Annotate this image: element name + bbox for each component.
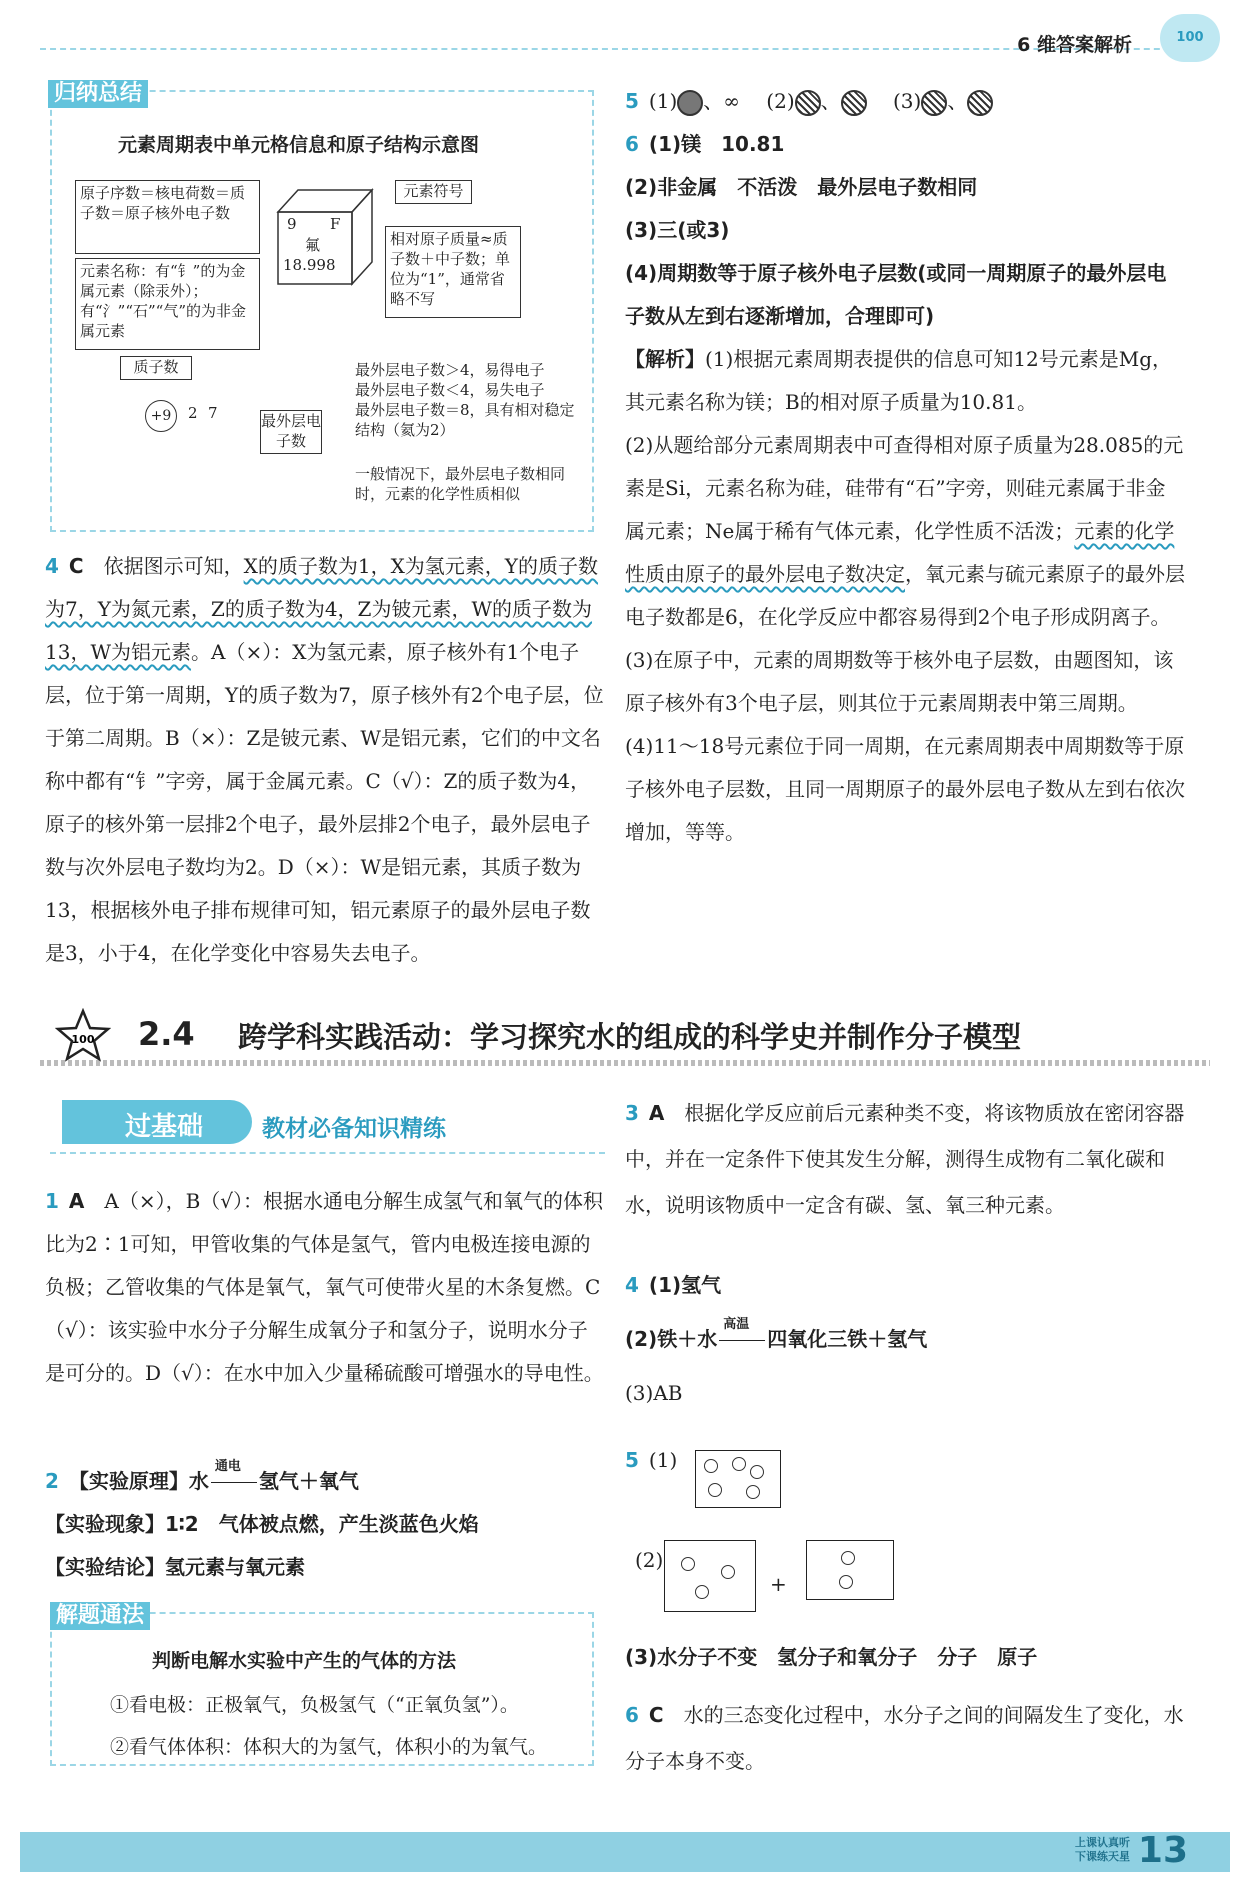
right-question-3 [625, 1090, 1185, 1228]
molecule-dot [746, 1485, 760, 1499]
r-q4-part2-right: 四氧化三铁＋氢气 [767, 1327, 928, 1351]
analysis-4: (4)11～18号元素位于同一周期，在元素周期表中周期数等于原子核外电子层数，且同一周期原子的最外层电子数从左到右依次增加，等等。 [625, 734, 1185, 844]
star-badge-text: 100 [71, 1033, 95, 1046]
r-q3-text: 根据化学反应前后元素种类不变，将该物质放在密闭容器中，并在一定条件下使其发生分解，测得生成物有二氧化碳和水，说明该物质中一定含有碳、氢、氧三种元素。 [625, 1101, 1185, 1217]
phenomenon-label: 【实验现象】 [45, 1512, 165, 1536]
atom-hatched-icon [967, 90, 993, 116]
molecule-box-1 [695, 1450, 781, 1508]
basics-tag: 过基础 [125, 1112, 204, 1142]
q4-text-a: 依据图示可知， [103, 554, 244, 578]
atomic-number-note: 原子序数＝核电荷数＝质子数＝原子核外电子数 [75, 180, 260, 254]
footer-band [20, 1832, 1230, 1872]
molecule-dot [704, 1459, 718, 1473]
summary-title: 元素周期表中单元格信息和原子结构示意图 [118, 134, 480, 156]
molecule-box-3 [806, 1540, 894, 1600]
r-q6-answer: C [648, 1703, 664, 1727]
star-badge-icon [55, 1008, 111, 1064]
molecule-dot [841, 1551, 855, 1565]
principle-right: 氢气＋氧气 [258, 1469, 359, 1493]
atom-dark-icon [677, 90, 703, 116]
summary-tag: 归纳总结 [48, 80, 148, 108]
r-q5-line1 [625, 1448, 677, 1472]
analysis-2-wavy: 元素的化学性质由原子的最外层电子数决定 [625, 519, 1175, 586]
q5-number: 5 [625, 89, 639, 113]
general-rule: 一般情况下，最外层电子数相同时，元素的化学性质相似 [355, 465, 566, 503]
cell-name: 氟 [305, 236, 321, 254]
principle-label: 【实验原理】 [68, 1469, 189, 1493]
molecule-dot [721, 1565, 735, 1579]
r-q6-number: 6 [625, 1703, 639, 1727]
method-tag: 解题通法 [50, 1602, 150, 1630]
r-q5-part3: (3)水分子不变 氢分子和氧分子 分子 原子 [625, 1645, 1038, 1669]
b-q1-answer: A [68, 1189, 85, 1213]
r-q5-plus: + [770, 1572, 787, 1596]
section-number: 2.4 [138, 1015, 195, 1053]
r-q5-part1: (1) [648, 1448, 678, 1472]
element-name-note: 元素名称：有“钅”的为金属元素（除汞外）；有“氵”“石”“气”的为非金属元素 [75, 258, 260, 350]
analysis-2a: (2)从题给部分元素周期表中可查得相对原子质量为28.085的元素是Si，元素名称为硅，硅带有“石”字旁，则硅元素属于非金属元素；Ne属于稀有气体元素，化学性质不活泼； [625, 433, 1184, 543]
r-q4-part2-left: (2)铁＋水 [625, 1327, 718, 1351]
r-q4-arrow [719, 1317, 765, 1341]
q6-part2: (2)非金属 不活泼 最外层电子数相同 [625, 175, 978, 199]
b-q1-text: A（×），B（√）：根据水通电分解生成氢气和氧气的体积比为2∶1可知，甲管收集的气体是氢气，管内电极连接电源的负极；乙管收集的气体是氧气，氧气可使带火星的木条复燃。C（√）：该实验中水分子分解生成氧分子和氢分子，说明水分子是可分的。D（√）：在水中加入少量稀硫酸可增强水的导电性。 [45, 1189, 604, 1385]
molecule-dot [750, 1465, 764, 1479]
method-item-2: ②看气体体积：体积大的为氢气，体积小的为氧气。 [110, 1736, 548, 1758]
electron-rules: 最外层电子数＞4，易得电子 最外层电子数＜4，易失电子 最外层电子数＝8，具有相对稳定结构（氦为2） [355, 361, 575, 439]
analysis-label: 【解析】 [625, 347, 705, 371]
footer-slogan-2: 下课练天星 [1075, 1850, 1130, 1863]
analysis-1: (1)根据元素周期表提供的信息可知12号元素是Mg，其元素名称为镁；B的相对原子质量为10.81。 [625, 347, 1173, 414]
phenomenon-text: 1∶2 气体被点燃，产生淡蓝色火焰 [165, 1512, 479, 1536]
right-top-column: 5 (1) 、∞ (2) 、 (3) 、 6 (1)镁 10.81 (2)非金属 不活泼 最外层电子数相同 (3)三(或3) (4)周期数等于原子核外电子层数(或同一周期原子的最外层电子数从左到右逐渐增加，合理即可) 【解析】(1)根据元素周期表提供的信息可知12号元素是Mg，其元素名称为镁；B的相对原子质量为10.81。 (2)从题给部分元素周期表中可查得相对原子质量为28.085的元素是Si，元素名称为硅，硅带有“石”字旁，则硅元素属于非金属元素；Ne属于稀有气体元素，化学性质不活泼；元素的化学性质由原子的最外层电子数决定，氧元素与硫元素原子的最外层电子数都是6，在化学反应中都容易得到2个电子形成阴离子。 (3)在原子中，元素的周期数等于核外电子层数，由题图知，该原子核外有3个电子层，则其位于元素周期表中第三周期。 (4)11～18号元素位于同一周期，在元素周期表中周期数等于原子核外电子层数，且同一周期原子的最外层电子数从左到右依次增加，等等。 [625, 80, 1185, 854]
r-q6-text: 水的三态变化过程中，水分子之间的间隔发生了变化，水分子本身不变。 [625, 1703, 1184, 1773]
cell-number: 9 [287, 215, 297, 233]
q6-number: 6 [625, 132, 639, 156]
footer-slogan [1075, 1836, 1130, 1864]
outer-electron-label: 最外层电子数 [260, 410, 322, 454]
q4-text-b: 。A（×）：X为氢元素，原子核外有1个电子层，位于第一周期，Y的质子数为7，原子核外有2个电子层，位于第二周期。B（×）：Z是铍元素、W是铝元素，它们的中文名称中都有“钅”字旁，属于金属元素。C（√）：Z的质子数为4，原子的核外第一层排2个电子，最外层排2个电子，最外层电子数与次外层电子数均为2。D（×）：W是铝元素，其质子数为13，根据核外电子排布规律可知，铝元素原子的最外层电子数是3，小于4，在化学变化中容易失去电子。 [45, 640, 604, 965]
atom-hatched-icon [841, 90, 867, 116]
q4-answer: C [68, 554, 84, 578]
q6-part1: (1)镁 10.81 [648, 132, 785, 156]
cell-symbol: F [330, 215, 341, 233]
r-q3-number: 3 [625, 1101, 639, 1125]
method-item-1: ①看电极：正极氧气，负极氢气（“正氧负氢”）。 [110, 1694, 519, 1716]
q4-text-wavy: X的质子数为1，X为氢元素，Y的质子数为7，Y为氮元素，Z的质子数为4，Z为铍元素，W的质子数为13，W为铝元素 [45, 554, 599, 664]
q6-part4: (4)周期数等于原子核外电子层数(或同一周期原子的最外层电子数从左到右逐渐增加，合理即可) [625, 261, 1167, 328]
b-q2-number: 2 [45, 1469, 59, 1493]
basics-subtitle: 教材必备知识精练 [262, 1116, 446, 1142]
q5-part2: (2) [766, 89, 795, 113]
section-title: 跨学科实践活动：学习探究水的组成的科学史并制作分子模型 [238, 1020, 1022, 1054]
atom-shell-1: 2 [188, 404, 198, 422]
q4-number: 4 [45, 554, 59, 578]
basics-rule [50, 1152, 605, 1154]
r-q4-number: 4 [625, 1273, 639, 1297]
section-rule [40, 1060, 1210, 1066]
element-symbol-label: 元素符号 [395, 180, 472, 204]
molecule-hatched-icon [921, 90, 947, 116]
molecule-hatched-icon [795, 90, 821, 116]
molecule-box-2 [664, 1540, 756, 1612]
analysis-2b: ，氧元素与硫元素原子的最外层电子数都是6，在化学反应中都容易得到2个电子形成阴离子。 [625, 562, 1185, 629]
q5-part3: (3) [893, 89, 922, 113]
molecule-dot [732, 1457, 746, 1471]
left-question-4 [45, 545, 605, 975]
r-q5-part2: (2) [635, 1548, 664, 1572]
r-q5-part3-wrap [625, 1636, 1185, 1679]
molecule-dot [839, 1575, 853, 1589]
q5-part1: (1) [648, 89, 678, 113]
page-number: 13 [1137, 1830, 1188, 1871]
principle-left: 水 [188, 1469, 209, 1493]
r-q3-answer: A [648, 1101, 665, 1125]
footer-slogan-1: 上课认真听 [1075, 1836, 1130, 1849]
right-question-4 [625, 1258, 1185, 1420]
q6-part3: (3)三(或3) [625, 218, 730, 242]
q5-part1-tail: 、∞ [703, 89, 740, 113]
molecule-dot [708, 1483, 722, 1497]
relative-mass-note: 相对原子质量≈质子数＋中子数；单位为“1”，通常省略不写 [385, 226, 521, 318]
b-q1-number: 1 [45, 1189, 59, 1213]
r-q5-number: 5 [625, 1448, 639, 1472]
principle-arrow [211, 1459, 257, 1483]
mascot-logo [1160, 14, 1220, 62]
r-q4-condition: 高温 [723, 1317, 750, 1332]
r-q4-part3: (3)AB [625, 1381, 683, 1405]
basics-question-2 [45, 1460, 605, 1589]
r-q4-part1: (1)氢气 [648, 1273, 722, 1297]
molecule-dot [695, 1585, 709, 1599]
atom-shell-2: 7 [208, 404, 218, 422]
cell-mass: 18.998 [283, 256, 336, 274]
principle-condition: 通电 [214, 1459, 241, 1474]
mascot-text: 100 [1176, 30, 1204, 45]
molecule-dot [681, 1557, 695, 1571]
analysis-3: (3)在原子中，元素的周期数等于核外电子层数，由题图知，该原子核外有3个电子层，则其位于元素周期表中第三周期。 [625, 648, 1174, 715]
proton-label: 质子数 [120, 356, 192, 380]
conclusion-text: 氢元素与氧元素 [165, 1555, 305, 1579]
conclusion-label: 【实验结论】 [45, 1555, 165, 1579]
header-section-label: 6 维答案解析 [1017, 34, 1132, 56]
method-title: 判断电解水实验中产生的气体的方法 [152, 1650, 457, 1672]
right-question-6 [625, 1692, 1185, 1784]
basics-question-1 [45, 1180, 605, 1395]
atom-nucleus: +9 [145, 400, 177, 432]
